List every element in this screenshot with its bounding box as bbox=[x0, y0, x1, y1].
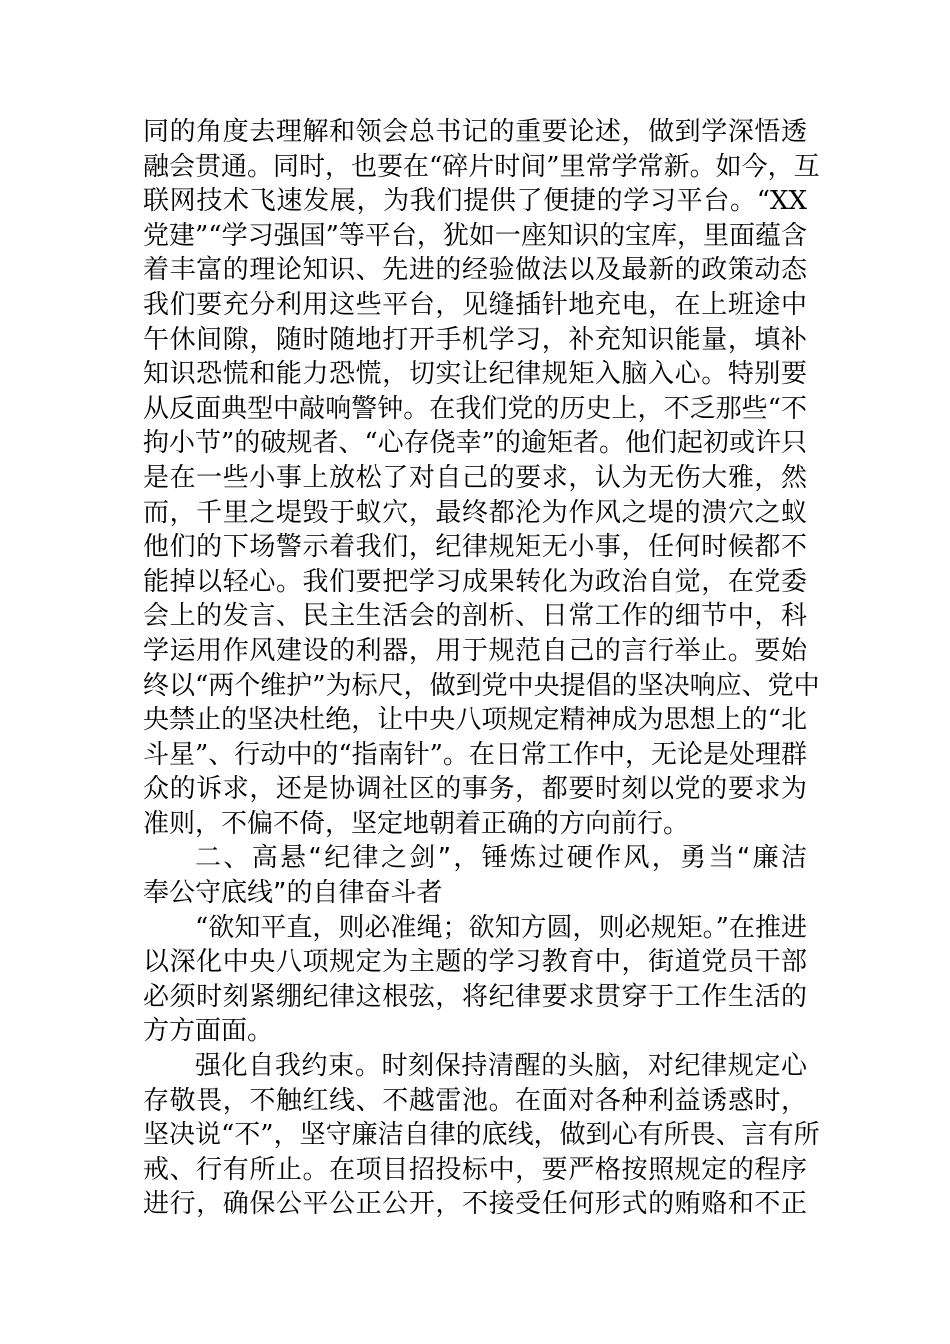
text-line: 是在一些小事上放松了对自己的要求，认为无伤大雅，然 bbox=[143, 462, 807, 493]
text-line: 以深化中央八项规定为主题的学习教育中，街道党员干部 bbox=[143, 947, 807, 978]
text-line: 着丰富的理论知识、先进的经验做法以及最新的政策动态 bbox=[143, 255, 807, 286]
text-line: 我们要充分利用这些平台，见缝插针地充电，在上班途中 bbox=[143, 289, 807, 320]
text-line: 进行，确保公平公正公开，不接受任何形式的贿赂和不正 bbox=[143, 1189, 807, 1220]
text-line: 党建”“学习强国”等平台，犹如一座知识的宝库，里面蕴含 bbox=[143, 220, 807, 251]
text-line: 午休间隙，随时随地打开手机学习，补充知识能量，填补 bbox=[143, 324, 807, 355]
text-line: 央禁止的坚决杜绝，让中央八项规定精神成为思想上的“北 bbox=[143, 705, 807, 736]
text-line: 准则，不偏不倚，坚定地朝着正确的方向前行。 bbox=[143, 808, 690, 839]
text-line: 能掉以轻心。我们要把学习成果转化为政治自觉，在党委 bbox=[143, 566, 807, 597]
text-line: 坚决说“不”，坚守廉洁自律的底线，做到心有所畏、言有所 bbox=[143, 1120, 820, 1151]
text-line: 而，千里之堤毁于蚁穴，最终都沦为作风之堤的溃穴之蚁 bbox=[143, 497, 807, 528]
section-heading-line: 奉公守底线”的自律奋斗者 bbox=[143, 878, 443, 909]
text-line: 会上的发言、民主生活会的剖析、日常工作的细节中，科 bbox=[143, 601, 807, 632]
text-line: 戒、行有所止。在项目招投标中，要严格按照规定的程序 bbox=[143, 1154, 807, 1185]
text-line: 存敬畏，不触红线、不越雷池。在面对各种利益诱惑时， bbox=[143, 1085, 807, 1116]
text-line: 知识恐慌和能力恐慌，切实让纪律规矩入脑入心。特别要 bbox=[143, 359, 807, 390]
text-line: 联网技术飞速发展，为我们提供了便捷的学习平台。“XX bbox=[143, 186, 807, 217]
text-line: 终以“两个维护”为标尺，做到党中央提倡的坚决响应、党中 bbox=[143, 670, 820, 701]
text-line: 同的角度去理解和领会总书记的重要论述，做到学深悟透 bbox=[143, 117, 807, 147]
text-line: 必须时刻紧绷纪律这根弦，将纪律要求贯穿于工作生活的 bbox=[143, 981, 807, 1012]
text-line: 方方面面。 bbox=[143, 1016, 274, 1047]
text-line: 众的诉求，还是协调社区的事务，都要时刻以党的要求为 bbox=[143, 774, 807, 805]
text-line: 学运用作风建设的利器，用于规范自己的言行举止。要始 bbox=[143, 635, 807, 666]
text-line: 斗星”、行动中的“指南针”。在日常工作中，无论是处理群 bbox=[143, 739, 807, 770]
text-line: 融会贯通。同时，也要在“碎片时间”里常学常新。如今，互 bbox=[143, 151, 820, 182]
text-line: 从反面典型中敲响警钟。在我们党的历史上，不乏那些“不 bbox=[143, 393, 807, 424]
text-line: 强化自我约束。时刻保持清醒的头脑，对纪律规定心 bbox=[195, 1051, 807, 1082]
text-line: 拘小节”的破规者、“心存侥幸”的逾矩者。他们起初或许只 bbox=[143, 428, 807, 459]
text-line: 他们的下场警示着我们，纪律规矩无小事，任何时候都不 bbox=[143, 532, 807, 563]
section-heading-line: 二、高悬“纪律之剑”，锤炼过硬作风，勇当“廉洁 bbox=[195, 843, 807, 874]
body-text bbox=[143, 115, 820, 1222]
text-line: “欲知平直，则必准绳；欲知方圆，则必规矩。”在推进 bbox=[195, 912, 807, 943]
